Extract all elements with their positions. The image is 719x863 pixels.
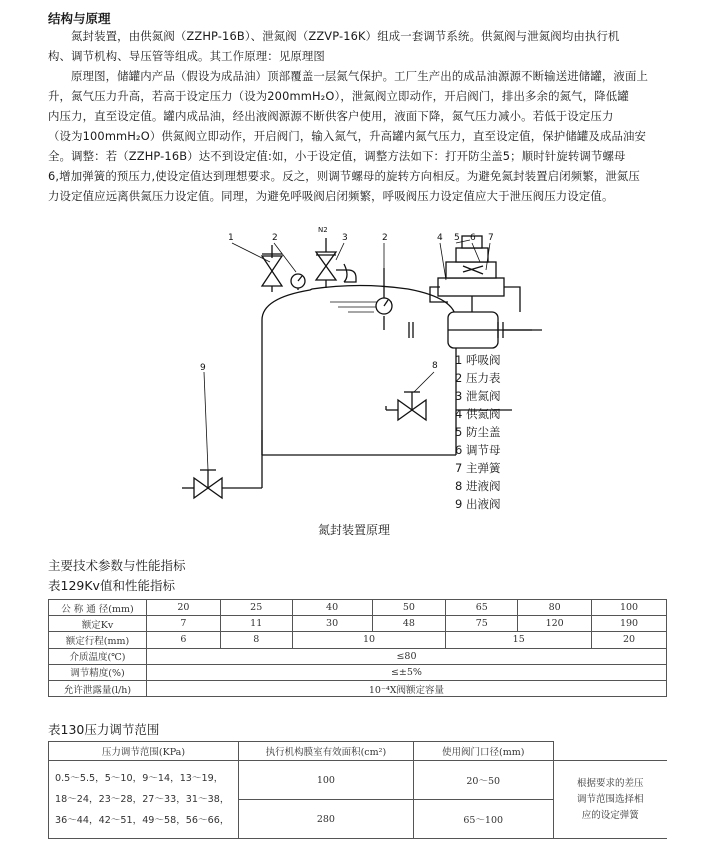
size-cell: 20～50 — [413, 761, 553, 800]
area-cell: 280 — [238, 800, 413, 839]
cell: 6 — [146, 632, 220, 648]
legend-item: 9 出液阀 — [455, 497, 501, 511]
cell: ≤±5% — [146, 664, 666, 680]
size-cell: 65～100 — [413, 800, 553, 839]
table-129 — [48, 599, 667, 697]
range-line: 18～24，23～28，27～33，31～38， — [55, 794, 230, 805]
vent-valve — [316, 252, 336, 280]
cell: 10 — [292, 632, 446, 648]
cell: 75 — [446, 616, 518, 632]
cell: 15 — [446, 632, 592, 648]
pressure-ranges-cell — [49, 761, 239, 839]
note-line: 根据要求的差压 — [577, 777, 644, 789]
cell: 30 — [292, 616, 372, 632]
table129-title: 表129Kv值和性能指标 — [48, 578, 175, 593]
note-line: 应的设定弹簧 — [581, 809, 639, 821]
range-line: 0.5～5.5，5～10，9～14，13～19， — [55, 773, 224, 784]
principle-line: 升，氮气压力升高，若高于设定压力（设为200mmH₂O），泄氮阀立即动作，开启阀门，排出多余的氮气，降低罐 — [48, 89, 629, 103]
cell: 10⁻⁴X阀额定容量 — [146, 680, 666, 696]
table-row — [49, 632, 667, 648]
intro-line: 氮封装置，由供氮阀（ZZHP-16B）、泄氮阀（ZZVP-16K）组成一套调节系统。供氮阀与泄氮阀均由执行机 — [71, 29, 620, 43]
principle-line: 全。调整：若（ZZHP-16B）达不到设定值:如，小于设定值，调整方法如下：打开防尘盖5；顺时针旋转调节螺母 — [48, 149, 626, 163]
legend-item: 8 进液阀 — [455, 479, 501, 493]
table-row — [49, 616, 667, 632]
section-title: 结构与原理 — [48, 11, 111, 26]
breather-valve — [262, 256, 282, 286]
n2-label: N2 — [318, 226, 328, 234]
column-header: 压力调节范围(KPa) — [49, 742, 239, 761]
note-cell — [553, 761, 667, 839]
cell: 50 — [372, 600, 446, 616]
tank-body — [262, 286, 456, 456]
supply-valve-actuator — [438, 278, 504, 296]
range-line: 36～44，42～51，49～58，56～66， — [55, 815, 230, 826]
note-line: 调节范围选择相 — [577, 793, 644, 805]
table-row — [49, 664, 667, 680]
table130-title: 表130压力调节范围 — [48, 722, 160, 737]
specs-heading: 主要技术参数与性能指标 — [48, 558, 186, 573]
cell: 100 — [592, 600, 667, 616]
cell: 40 — [292, 600, 372, 616]
callout-3: 3 — [342, 233, 348, 243]
cell: 25 — [220, 600, 292, 616]
callout-4: 4 — [437, 233, 443, 243]
cell: 11 — [220, 616, 292, 632]
diagram-caption: 氮封装置原理 — [318, 523, 391, 537]
cell: 20 — [592, 632, 667, 648]
principle-line: （设为100mmH₂O）供氮阀立即动作，开启阀门，输入氮气，升高罐内氮气压力，直至设定值，保护储罐及成品油安 — [48, 129, 647, 143]
column-header: 执行机构膜室有效面积(cm²) — [238, 742, 413, 761]
cell: 48 — [372, 616, 446, 632]
table-row — [49, 680, 667, 696]
legend-item: 5 防尘盖 — [455, 425, 501, 439]
legend-item: 2 压力表 — [455, 371, 501, 385]
table-row — [49, 648, 667, 664]
callout-2: 2 — [272, 233, 278, 243]
cell: ≤80 — [146, 648, 666, 664]
legend-item: 1 呼吸阀 — [455, 353, 501, 367]
table-header-row — [49, 742, 668, 761]
row-label: 额定Kv — [49, 616, 147, 632]
legend-item: 3 泄氮阀 — [455, 389, 501, 403]
row-label: 介质温度(℃) — [49, 648, 147, 664]
area-cell: 100 — [238, 761, 413, 800]
row-label: 公 称 通 径(mm) — [49, 600, 147, 616]
callout-8: 8 — [432, 361, 438, 371]
table-130 — [48, 741, 667, 839]
cell: 7 — [146, 616, 220, 632]
row-label: 允许泄露量(l/h) — [49, 680, 147, 696]
callout-9: 9 — [200, 363, 206, 373]
legend-item: 6 调节母 — [455, 443, 501, 457]
column-header: 使用阀门口径(mm) — [413, 742, 553, 761]
cell: 120 — [518, 616, 592, 632]
row-label: 调节精度(%) — [49, 664, 147, 680]
principle-line: 6,增加弹簧的预压力,使设定值达到理想要求。反之，则调节螺母的旋转方向相反。为避免氮封装置启闭频繁，泄氮压 — [48, 169, 640, 183]
callout-labels — [200, 226, 494, 373]
callout-6: 6 — [470, 233, 476, 243]
row-label: 额定行程(mm) — [49, 632, 147, 648]
cell: 65 — [446, 600, 518, 616]
callout-5: 5 — [454, 233, 460, 243]
callout-7: 7 — [488, 233, 494, 243]
table-row — [49, 600, 667, 616]
cell: 20 — [146, 600, 220, 616]
legend-item: 4 供氮阀 — [455, 407, 501, 421]
table-row — [49, 761, 668, 800]
cell: 8 — [220, 632, 292, 648]
principle-line: 力设定值应远离供氮压力设定值。同理，为避免呼吸阀启闭频繁，呼吸阀压力设定值应大于泄压阀压力设定值。 — [48, 189, 614, 203]
cell: 80 — [518, 600, 592, 616]
principle-line: 原理图，储罐内产品（假设为成品油）顶部覆盖一层氮气保护。工厂生产出的成品油源源不断输送进储罐，液面上 — [71, 69, 649, 83]
column-header — [553, 742, 667, 761]
cell: 190 — [592, 616, 667, 632]
legend-item: 7 主弹簧 — [455, 461, 501, 475]
intro-line: 构、调节机构、导压管等组成。其工作原理：见原理图 — [48, 49, 325, 63]
callout-2b: 2 — [382, 233, 388, 243]
principle-line: 内压力，直至设定值。罐内成品油，经出液阀源源不断供客户使用，液面下降，氮气压力减小。若低于设定压力 — [48, 109, 614, 123]
callout-1: 1 — [228, 233, 234, 243]
